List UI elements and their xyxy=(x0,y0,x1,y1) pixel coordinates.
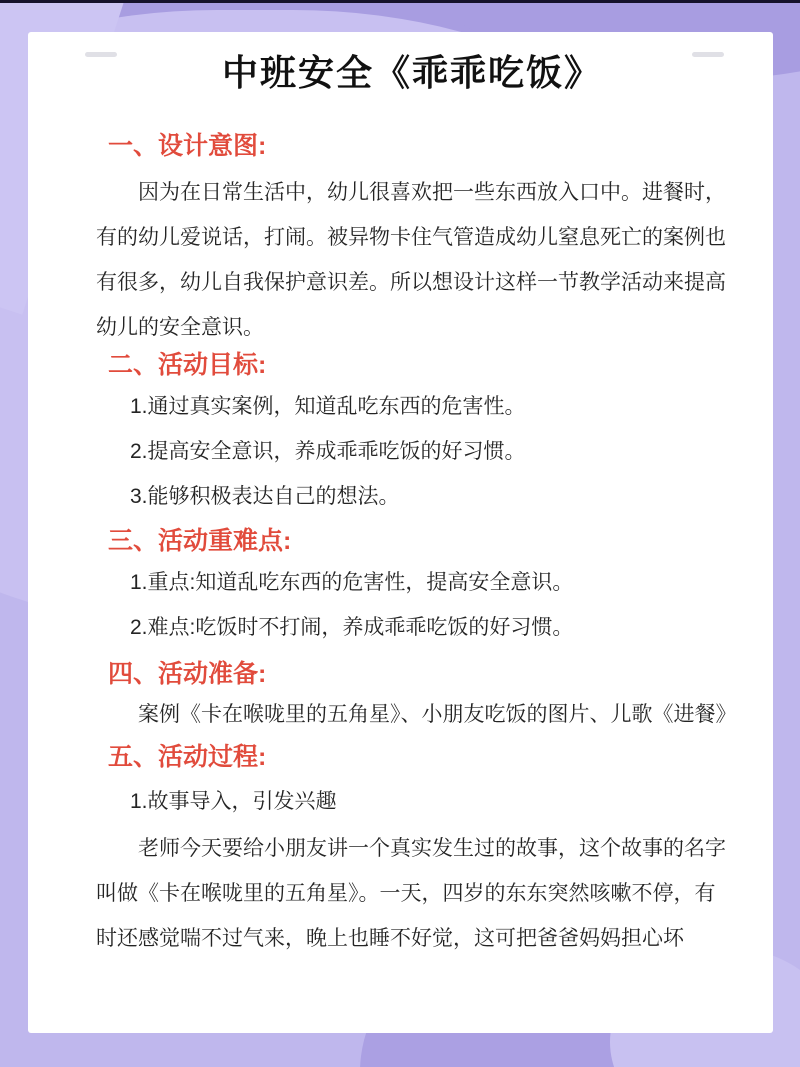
preparation-paragraph: 案例《卡在喉咙里的五角星》、小朋友吃饭的图片、儿歌《进餐》 xyxy=(138,703,737,726)
section-heading-key-difficult-points: 三、活动重难点: xyxy=(108,527,292,555)
section-heading-activity-process: 五、活动过程: xyxy=(108,743,267,771)
key-point-item: 1.重点:知道乱吃东西的危害性，提高安全意识。 xyxy=(130,571,574,594)
section-heading-activity-preparation: 四、活动准备: xyxy=(108,660,267,688)
top-left-dash xyxy=(85,52,117,57)
goal-item-1: 1.通过真实案例，知道乱吃东西的危害性。 xyxy=(130,395,526,418)
design-intent-paragraph: 因为在日常生活中，幼儿很喜欢把一些东西放入口中。进餐时，有的幼儿爱说话，打闹。被异物卡住气管造成幼儿窒息死亡的案例也有很多，幼儿自我保护意识差。所以想设计这样一节教学活动来提高幼儿的安全意识。 xyxy=(96,181,726,339)
section-heading-design-intent: 一、设计意图: xyxy=(108,132,267,160)
section-activity-process xyxy=(96,742,728,961)
background-top-edge-strip xyxy=(0,0,800,3)
process-step-1: 1.故事导入，引发兴趣 xyxy=(130,790,337,813)
goal-item-2: 2.提高安全意识，养成乖乖吃饭的好习惯。 xyxy=(130,440,526,463)
section-heading-activity-goals: 二、活动目标: xyxy=(108,351,267,379)
document-card xyxy=(28,32,773,1033)
section-design-intent xyxy=(96,131,728,350)
section-key-difficult-points xyxy=(96,526,728,649)
process-story-paragraph: 老师今天要给小朋友讲一个真实发生过的故事，这个故事的名字叫做《卡在喉咙里的五角星》。一天，四岁的东东突然咳嗽不停，有时还感觉喘不过气来，晚上也睡不好觉，这可把爸爸妈妈担心坏 xyxy=(96,837,726,950)
section-activity-preparation xyxy=(96,659,737,737)
section-activity-goals xyxy=(96,350,728,518)
difficult-point-item: 2.难点:吃饭时不打闹，养成乖乖吃饭的好习惯。 xyxy=(130,616,574,639)
top-right-dash xyxy=(692,52,724,57)
page-title: 中班安全《乖乖吃饭》 xyxy=(221,52,602,93)
goal-item-3: 3.能够积极表达自己的想法。 xyxy=(130,485,400,508)
